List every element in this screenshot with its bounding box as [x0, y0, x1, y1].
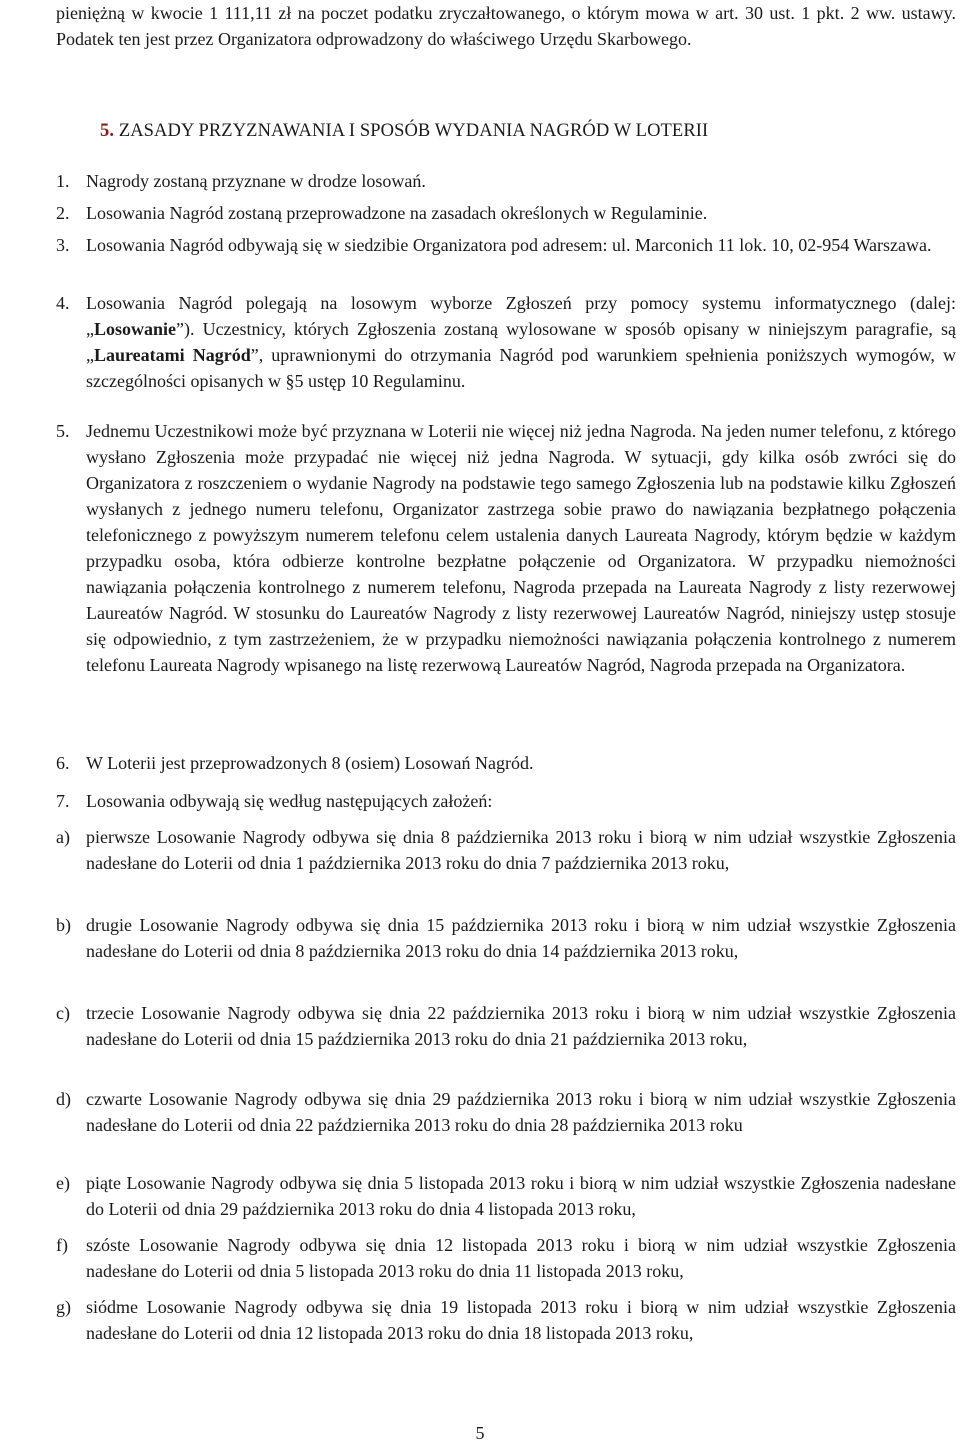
item-text: Jednemu Uczestnikowi może być przyznana w Loterii nie więcej niż jedna Nagroda. Na jeden numer telefonu, z którego wysłano Zgłoszenia może przypadać nie więcej niż jedna Nagroda. W sytuacji, gdy kilka osób zwróci się do Organizatora z roszczeniem o wydanie Nagrody na podstawie tego samego Zgłoszenia lub na podstawie kilku Zgłoszeń wysłanych z jednego numeru telefonu, Organizator zastrzega sobie prawo do nawiązania bezpłatnego połączenia telefonicznego z powyższym numerem telefonu celem ustalenia danych Laureata Nagrody, którym będzie w każdym przypadku osoba, która odbierze kontrolne bezpłatne połączenie od Organizatora. W przypadku niemożności nawiązania połączenia kontrolnego z numerem telefonu, Nagroda przepada na Laureata Nagrody z listy rezerwowej Laureatów Nagród. W stosunku do Laureatów Nagrody z listy rezerwowej Laureatów Nagród, niniejszy ustęp stosuje się odpowiednio, z tym zastrzeżeniem, że w przypadku niemożności nawiązania połączenia kontrolnego z numerem telefonu Laureata Nagrody wpisanego na listę rezerwową Laureatów Nagród, Nagroda przepada na Organizatora.	[86, 421, 956, 675]
sub-item-text: trzecie Losowanie Nagrody odbywa się dnia 22 października 2013 roku i biorą w nim udział wszystkie Zgłoszenia nadesłane do Loterii od dnia 15 października 2013 roku do dnia 21 października 2013 roku,	[86, 1003, 956, 1049]
sub-list-item	[56, 912, 956, 964]
list-item	[56, 750, 956, 776]
sub-item-text: szóste Losowanie Nagrody odbywa się dnia 12 listopada 2013 roku i biorą w nim udział wszystkie Zgłoszenia nadesłane do Loterii od dnia 5 listopada 2013 roku do dnia 11 listopada 2013 roku,	[86, 1235, 956, 1281]
item-text-part: Losowania Nagród polegają na losowym wyborze Zgłoszeń przy pomocy systemu informatycznego (dalej: „	[86, 293, 956, 339]
sub-list-item	[56, 824, 956, 876]
list-item	[56, 788, 956, 814]
section-number: 5.	[100, 121, 115, 141]
item-text: Losowania odbywają się według następujących założeń:	[86, 791, 493, 811]
sub-item-letter: f)	[56, 1235, 68, 1255]
sub-item-letter: b)	[56, 915, 71, 935]
sub-item-text: drugie Losowanie Nagrody odbywa się dnia 15 października 2013 roku i biorą w nim udział wszystkie Zgłoszenia nadesłane do Loterii od dnia 8 października 2013 roku do dnia 14 października 2013 roku,	[86, 915, 956, 961]
item-text: Losowania Nagród odbywają się w siedzibie Organizatora pod adresem: ul. Marconich 11 lok. 10, 02-954 Warszawa.	[86, 235, 932, 255]
item-number: 6.	[56, 753, 70, 773]
sub-item-letter: d)	[56, 1089, 71, 1109]
item-number: 1.	[56, 171, 70, 191]
item-text-part: ”). Uczestnicy, których Zgłoszenia zostaną wylosowane w sposób opisany w niniejszym paragrafie, są „	[86, 319, 956, 365]
sub-list-item	[56, 1232, 956, 1284]
list-item	[56, 168, 956, 194]
item-text: Losowania Nagród zostaną przeprowadzone na zasadach określonych w Regulaminie.	[86, 203, 708, 223]
item-text-part: ”, uprawnionymi do otrzymania Nagród pod warunkiem spełnienia poniższych wymogów, w szczególności opisanych w §5 ustęp 10 Regulaminu.	[86, 345, 956, 391]
sub-item-letter: c)	[56, 1003, 70, 1023]
sub-item-text: czwarte Losowanie Nagrody odbywa się dnia 29 października 2013 roku i biorą w nim udział wszystkie Zgłoszenia nadesłane do Loterii od dnia 22 października 2013 roku do dnia 28 października 2013 roku	[86, 1089, 956, 1135]
sub-list-item	[56, 1170, 956, 1222]
sub-item-text: pierwsze Losowanie Nagrody odbywa się dnia 8 października 2013 roku i biorą w nim udział wszystkie Zgłoszenia nadesłane do Loterii od dnia 1 października 2013 roku do dnia 7 października 2013 roku,	[86, 827, 956, 873]
sub-item-letter: a)	[56, 827, 70, 847]
item-number: 7.	[56, 791, 70, 811]
sub-list-item	[56, 1294, 956, 1346]
list-item	[56, 290, 956, 394]
page-number: 5	[475, 1423, 485, 1443]
item-number: 5.	[56, 421, 70, 441]
item-text: W Loterii jest przeprowadzonych 8 (osiem) Losowań Nagród.	[86, 753, 534, 773]
sub-item-text: siódme Losowanie Nagrody odbywa się dnia 19 listopada 2013 roku i biorą w nim udział wszystkie Zgłoszenia nadesłane do Loterii od dnia 12 listopada 2013 roku do dnia 18 listopada 2013 roku,	[86, 1297, 956, 1343]
list-item	[56, 418, 956, 678]
sub-list-item	[56, 1086, 956, 1138]
item-text: Nagrody zostaną przyznane w drodze losowań.	[86, 171, 426, 191]
item-text	[86, 290, 956, 394]
sub-list-item	[56, 1000, 956, 1052]
item-number: 4.	[56, 293, 70, 313]
item-number: 2.	[56, 203, 70, 223]
defined-term-losowanie: Losowanie	[94, 319, 177, 339]
item-number: 3.	[56, 235, 70, 255]
sub-item-text: piąte Losowanie Nagrody odbywa się dnia 5 listopada 2013 roku i biorą w nim udział wszystkie Zgłoszenia nadesłane do Loterii od dnia 29 października 2013 roku do dnia 4 listopada 2013 roku,	[86, 1173, 956, 1219]
sub-item-letter: e)	[56, 1173, 70, 1193]
section-heading	[100, 118, 708, 144]
list-item	[56, 232, 956, 258]
list-item	[56, 200, 956, 226]
sub-item-letter: g)	[56, 1297, 71, 1317]
intro-paragraph: pieniężną w kwocie 1 111,11 zł na poczet podatku zryczałtowanego, o którym mowa w art. 30 ust. 1 pkt. 2 ww. ustawy. Podatek ten jest przez Organizatora odprowadzony do właściwego Urzędu Skarbowego.	[56, 3, 956, 49]
section-title: ZASADY PRZYZNAWANIA I SPOSÓB WYDANIA NAGRÓD W LOTERII	[118, 121, 709, 141]
defined-term-laureaci: Laureatami Nagród	[94, 345, 251, 365]
